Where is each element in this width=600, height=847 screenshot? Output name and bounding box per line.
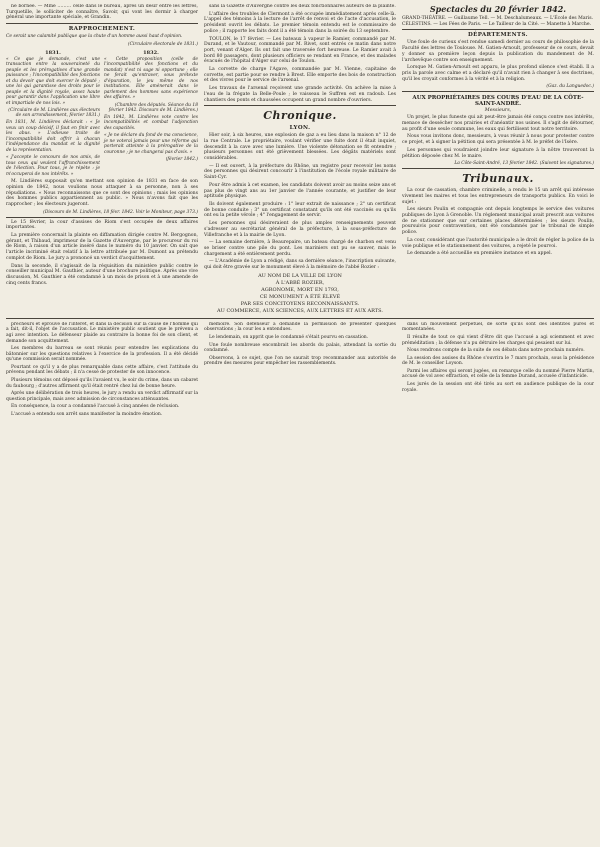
chronique-title: Chronique. <box>263 109 337 123</box>
chronique-p3: Pour être admis à cet examen, les candidats doivent avoir au moins seize ans et pas plus de vingt ans au 1er janvier de l'année courante, et justifier de leur aptitude physique. <box>204 182 396 200</box>
rapprochement-heading: RAPPROCHEMENT. <box>68 26 136 33</box>
bottom-column-1 <box>6 322 198 420</box>
letter-signature: La Côte-Saint-André, 13 février 1842. (Suivent les signatures.) <box>454 161 594 167</box>
divider <box>402 29 594 30</box>
column-1 <box>6 4 198 315</box>
bottom-p13: Il résulte de tout ce qui vient d'être dit que l'accusé a agi sciemment et avec préméditation ; la défense n'a pu détruire les charges qui pesaient sur lui. <box>402 334 594 346</box>
bottom-p12: dans un mouvement perpétuel, de sorte qu'ils sont des identités pures et momentanées. <box>402 321 594 333</box>
quote-left-3: « J'accepte le concours de nos amis, de tous ceux qui veulent l'affranchissement de l'élection. Pour tous, je le répète : je m'occuperai de nos intérêts. » <box>6 155 100 177</box>
column-2 <box>204 4 396 315</box>
chronique-p2: — Il est ouvert, à la préfecture du Rhône, un registre pour recevoir les noms des personnes qui désirent concourir à l'institution de l'école royale militaire de Saint-Cyr. <box>204 163 396 181</box>
bottom-p11: Observons, à ce sujet, que l'on ne saurait trop recommander aux autorités de prendre des mesures pour empêcher les rassemblements. <box>204 355 396 367</box>
quote-left-2: En 1831, M. Lindières déclarait : « Je veux un coup décisif, il faut en finir avec les abus. » L'odieuse traite de l'incompatibilité doit offrir à chacun l'indépendance du mandat et la dignité de la représentation. <box>6 120 100 153</box>
quote-left-source: (Circulaire de M. Lindières aux électeurs de son arrondissement, février 1831.) <box>8 108 100 119</box>
quote-right-source: (Chambre des députés. Séance du 18 février 1842. Discours de M. Lindières.) <box>108 102 198 113</box>
spectacles-title: Spectacles du 20 février 1842. <box>429 4 567 14</box>
column-3 <box>402 4 594 315</box>
spectacles-line-2: CÉLESTINS. — Les Fées de Paris. — Le Tailleur de la Cité. — Manette à Marche. <box>402 21 592 27</box>
top-columns <box>6 4 594 315</box>
bottom-p2: Les membres du barreau se sont réunis pour entendre les explications du bâtonnier sur les questions relatives à l'exercice de la profession. Il a été décidé qu'une commission serait nommée. <box>6 346 198 363</box>
departements-p2: Lorsque M. Gatien-Arnoult est apparu, le plus profond silence s'est établi. Il a pris la parole avec calme et a déclaré qu'il n'avait rien à changer à ses doctrines, qu'il les croyait conformes à la vérité et à la religion. <box>402 65 594 82</box>
tribunaux-p3: La cour, considérant que l'autorité municipale a le droit de régler la police de la voie publique et le stationnement des voitures, a rejeté le pourvoi. <box>402 237 594 249</box>
inscription-line-4: CE MONUMENT A ÉTÉ ÉLEVÉ <box>259 293 341 300</box>
bottom-p4: Plusieurs témoins ont déposé qu'ils l'avaient vu, le soir du crime, dans un cabaret du faubourg ; d'autres affirment qu'il était rentré chez lui de bonne heure. <box>6 378 198 389</box>
letter-p4: Nous vous invitons donc, messieurs, à vous réunir à nous pour protester contre ce projet, et à signer la pétition qui sera présentée à M. le préfet de l'Isère. <box>402 134 594 146</box>
tribunaux-p2: Les sieurs Poulin et compagnie ont depuis longtemps le service des voitures publiques de Lyon à Grenoble. Un règlement municipal avait prescrit aux voitures de ne stationner que sur certaines places déterminées ; les sieurs Poulin, poursuivis pour contravention, ont été condamnés par le tribunal de simple police. <box>402 207 594 236</box>
letter-title: AUX PROPRIÉTAIRES DES COURS D'EAU DE LA CÔTE-SAINT-ANDRÉ. <box>412 95 584 108</box>
letter-p5: Les personnes qui voudraient joindre leur signature à la nôtre trouveront la pétition déposée chez M. le maire. <box>402 147 594 159</box>
divider <box>402 168 594 169</box>
spectacles-line-1: GRAND-THÉÂTRE. — Guillaume Tell. — M. Deschalumeaux. — L'École des Maris. <box>402 16 594 21</box>
bottom-p17: Les jurés de la session ont été tirés au sort en audience publique de la cour royale. <box>402 382 594 393</box>
inscription-line-2: À L'ABBÉ ROZIER, <box>275 279 325 286</box>
bottom-p3: Pourtant ce qu'il y a de plus remarquable dans cette affaire, c'est l'attitude du prévenu pendant les débats ; il n'a cessé de protester de son innocence. <box>6 364 198 376</box>
chronique-p7: — L'Académie de Lyon a rédigé, dans sa dernière séance, l'inscription suivante, qui doit être gravée sur le monument élevé à la mémoire de l'abbé Rozier : <box>204 259 396 271</box>
inscription-line-3: AGRONOME, MORT EN 1793, <box>261 286 339 293</box>
chronique-subtitle: LYON. <box>289 125 311 132</box>
dossier-p2: L'affaire des troubles de Clermont a été occupée immédiatement après celle-là. L'appel des témoins à la lecture de l'arrêt de renvoi et de l'acte d'accusation, le président ouvrit les débats. Le premier témoin entendu est le commissaire de police ; il rapporte les faits dont il a été témoin dans la soirée du 13 septembre. <box>204 11 396 34</box>
bottom-p5: Après une délibération de trois heures, le jury a rendu un verdict affirmatif sur la question principale, mais avec admission de circonstances atténuantes. <box>6 391 198 402</box>
tribunaux-title: Tribunaux. <box>462 172 534 186</box>
year-right: 1832. <box>143 49 159 56</box>
quote-right: « Cette proposition (celle de l'incompatibilité des fonctions et du mandat) n'est ni sage ni opportune ; elle ne ferait qu'entraver, sous prétexte d'épuration, le jeu même de nos institutions. Elle amènerait dans le parlement des hommes sans expérience des affaires. » <box>104 56 198 101</box>
bottom-p16: Parmi les affaires qui seront jugées, on remarque celle du nommé Pierre Martin, accusé de vol avec effraction, et celle de la femme Durand, accusée d'infanticide. <box>402 368 594 380</box>
comparison-left <box>6 49 100 180</box>
quote-right-2: En 1842, M. Lindières vote contre les incompatibilités et combat l'adjonction des capacités. <box>104 114 198 131</box>
section-divider <box>6 318 594 319</box>
comparison-columns <box>6 49 198 180</box>
bottom-p8: mémoire. Son défenseur a demandé la permission de présenter quelques observations ; la cour les a entendues. <box>204 321 396 333</box>
departements-title: DÉPARTEMENTS. <box>467 32 528 39</box>
departements-p2-source: (Gaz. du Languedoc.) <box>546 84 594 90</box>
bottom-p1: prêcheurs et éprouvé de l'intérêt, et dans la décision sur la cause de l'homme qui a fait, dit-il, l'objet de l'accusation. Le ministère public soutient que le prévenu a agi avec intention. Le défenseur plaide au contraire la bonne foi de son client, et demande son acquittement. <box>6 321 198 344</box>
dossier-p5: Les travaux de l'arsenal reçoivent une grande activité. On achève la mise à l'eau de la frégate la Belle-Poule ; le vaisseau le Suffren est en radoub. Les chantiers des ponts et chaussées occupent un grand nombre d'ouvriers. <box>204 86 396 103</box>
news-p2: Dans la seconde, il s'agissait de la réquisition du ministère public contre le conseiller municipal M. Gauthier, auteur d'une brochure politique. Après une vive discussion, M. Gauthier a été condamné à un mois de prison et à une amende de cinq cents francs. <box>6 263 198 286</box>
bottom-p15: La session des assises du Rhône s'ouvrira le 7 mars prochain, sous la présidence de M. le conseiller Loyson. <box>402 355 594 367</box>
divider <box>6 217 198 218</box>
rapprochement-closing: M. Lindières supposait qu'en mettant son opinion de 1831 en face de son opinion de 1842, nous voulions nous attaquer à sa personne, non à ses répudiations. « Nous reconnaissons que ce sont des opinions ; mais les opinions des hommes publics appartiennent au public. » Nous n'avons fait que les rapprocher ; les électeurs jugeront. <box>6 179 198 207</box>
bottom-p14: Nous rendrons compte de la suite de ces débats dans notre prochain numéro. <box>407 348 585 354</box>
year-left: 1831. <box>45 49 61 56</box>
rapprochement-closing-source: (Discours de M. Lindières, 18 févr. 1842. Voir le Moniteur, page 373.) <box>43 209 198 215</box>
bottom-column-2 <box>204 322 396 420</box>
divider <box>402 91 594 92</box>
divider <box>6 23 198 24</box>
inscription-line-6: AU COMMERCE, AUX SCIENCES, AUX LETTRES ET AUX ARTS. <box>217 307 383 314</box>
news-lead: Le 15 février, la cour d'assises de Riom s'est occupée de deux affaires importantes. <box>6 219 198 231</box>
dossier-p3: TOULON, le 17 février. — Les bateaux à vapeur le Ramier, commandé par M. Durand, et le Vautour, commandé par M. Rivet, sont entrés ce matin dans notre port, venant d'Alger. Ils ont fait une traversée fort heureuse. Le Ramier avait à bord 80 passagers, dont plusieurs officiers se rendant en France, et des malades évacués de l'hôpital d'Alger sur celui de Toulon. <box>204 36 396 65</box>
tribunaux-p1: La cour de cassation, chambre criminelle, a rendu le 15 un arrêt qui intéresse vivement les maires et tous les entrepreneurs de transports publics. En voici le sujet : <box>402 188 594 205</box>
divider <box>204 105 396 106</box>
departements-p1: Une foule de curieux s'est rendue samedi dernier au cours de philosophie de la Faculté des lettres de Toulouse. M. Gatien-Arnoult, professeur de ce cours, devait y donner sa première leçon depuis la publication du mandement de M. l'archevêque contre son enseignement. <box>402 40 594 63</box>
bottom-columns <box>6 322 594 420</box>
quote-right-3-source: (février 1842.) <box>165 157 198 163</box>
chronique-p5: Les personnes qui désireraient de plus amples renseignements peuvent s'adresser au secrétariat général de la préfecture, à la sous-préfecture de Villefranche et à la mairie de Lyon. <box>204 221 396 238</box>
letter-p3: Un projet, le plus funeste qui ait peut-être jamais été conçu contre nos intérêts, menace de dessécher nos prairies et d'anéantir nos usines. Il s'agit de détourner, au profit d'une seule commune, les eaux qui fertilisent tout notre territoire. <box>402 115 594 132</box>
bottom-p10: Une foule nombreuse encombrait les abords du palais, attendant la sortie du condamné. <box>204 342 396 354</box>
quote-left: « Ce que je demande, c'est une transaction entre la souveraineté du peuple et les prérogatives d'une grande puissance ; l'incompatibilité des fonctions et du devoir que doit exercer le député ; une loi qui garantisse des droits pour le peuple et la dignité royale, assez haute pour garantir dans l'application une libre et impartiale de nos lois. » <box>6 56 100 106</box>
bottom-p9: Le lendemain, on apprit que le condamné s'était pourvu en cassation. <box>209 334 369 340</box>
quote-right-3: « Je ne déclare du fond de ma conscience, je ne voterai jamais pour une réforme qui porterait atteinte à la prérogative de la couronne ; je ne changerai pas d'avis. » <box>104 133 198 155</box>
news-p1: La première concernait la plainte en diffamation dirigée contre M. Bergognon, gérant, et Thibaud, imprimeur de la Gazette d'Auvergne, par le procureur du roi de Riom, à raison d'un article inséré dans le numéro du 10 janvier. On sait que l'article incriminé était relatif à la lettre attribuée par M. Dumont au prétendu complot de Riom. Le jury a prononcé un verdict d'acquittement. <box>6 233 198 261</box>
bottom-p6: En conséquence, la cour a condamné l'accusé à cinq années de réclusion. <box>11 404 180 410</box>
bottom-column-3 <box>402 322 594 420</box>
comparison-right <box>104 49 198 180</box>
inscription-line-5: PAR SES CONCITOYENS RECONNAISSANTS. <box>240 300 360 307</box>
dossier-p4: La corvette de charge l'Agave, commandée par M. Vienne, capitaine de corvette, est partie pour se rendre à Brest. Elle emporte des bois de construction et des vivres pour le service de l'arsenal. <box>204 67 396 84</box>
rapprochement-lead-source: (Circulaire électorale de 1831.) <box>127 41 198 47</box>
chronique-p1: Hier soir, à six heures, une explosion de gaz a eu lieu dans la maison n° 12 de la rue Centrale. Le propriétaire, voulant vérifier une fuite dont il était inquiet, descendit à la cave avec une lumière. Une violente détonation se fit entendre ; plusieurs personnes ont été grièvement blessées. Les dégâts matériels sont considérables. <box>204 133 396 162</box>
tribunaux-p4: Le demande a été accueillie en première instance et en appel. <box>407 251 553 257</box>
dossier-p1: sans la Gazette d'Auvergne contre les deux fonctionnaires auteurs de la plainte. <box>209 4 396 9</box>
chronique-p4: Ils doivent également produire : 1° leur extrait de naissance ; 2° un certificat de bonne conduite ; 3° un certificat constatant qu'ils ont été vaccinés ou qu'ils ont eu la petite vérole ; 4° l'engagement de servir. <box>204 201 396 219</box>
intro-text: ne bornée. — Mme ……… celle dans le bureau, après un désir entre les lettres, Turquetille, le solliciter de connaître, Savoir, qui vont les dormir à charger général une importante spéciale, et Grandin. <box>6 4 198 21</box>
rapprochement-lead: Ce serait une calamité publique que la chute d'un homme aussi haut d'opinion. <box>6 34 183 40</box>
chronique-p6: — La semaine dernière, à Beaurepaire, un bateau chargé de charbon est venu se briser contre une pile du pont. Les mariniers ont pu se sauver, mais le chargement a été entièrement perdu. <box>204 240 396 257</box>
bottom-p7: L'accusé a entendu son arrêt sans manifester la moindre émotion. <box>11 412 163 418</box>
inscription-line-1: AU NOM DE LA VILLE DE LYON <box>258 272 342 279</box>
letter-salutation: Messieurs, <box>484 108 512 114</box>
